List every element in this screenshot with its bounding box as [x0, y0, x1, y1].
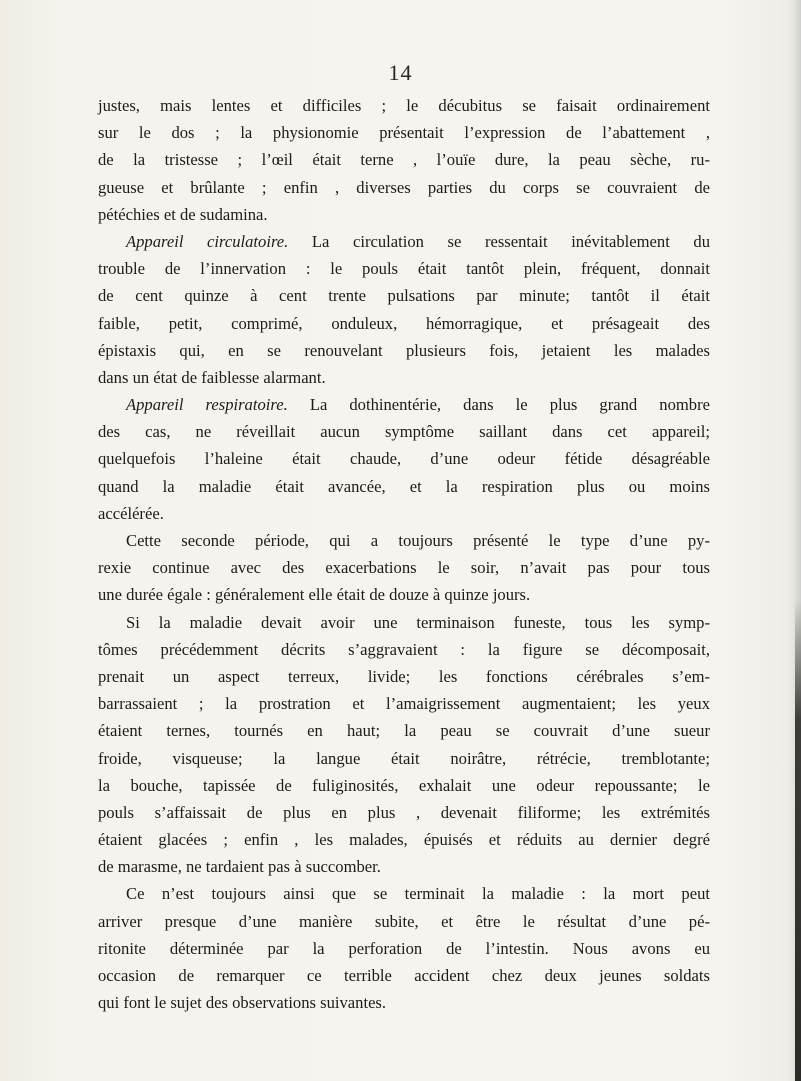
text-line [98, 228, 710, 255]
text-line: trouble de l’innervation : le pouls était tantôt plein, fréquent, donnait [98, 259, 710, 279]
text-line: de marasme, ne tardaient pas à succomber. [98, 857, 381, 877]
text-line: épistaxis qui, en se renouvelant plusieurs fois, jetaient les malades [98, 340, 710, 360]
text-line: rexie continue avec des exacerbations le soir, n’avait pas pour tous [98, 558, 710, 578]
text-line: Cette seconde période, qui a toujours présenté le type d’une py- [126, 531, 710, 550]
text-line: quand la maladie était avancée, et la respiration plus ou moins [98, 476, 710, 496]
section-heading-respiratoire: Appareil respiratoire. [126, 395, 288, 415]
text-line: tômes précédemment décrits s’aggravaient : la figure se décomposait, [98, 639, 710, 659]
text-line: faible, petit, comprimé, onduleux, hémorragique, et présageait des [98, 313, 710, 333]
body-text [98, 92, 710, 1016]
text-line: prenait un aspect terreux, livide; les fonctions cérébrales s’em- [98, 666, 710, 686]
text-line: gueuse et brûlante ; enfin , diverses parties du corps se couvraient de [98, 177, 710, 197]
text-line: une durée égale : généralement elle était de douze à quinze jours. [98, 585, 531, 605]
text-line: étaient ternes, tournés en haut; la peau se couvrait d’une sueur [98, 721, 710, 741]
text-line: pouls s’affaissait de plus en plus , devenait filiforme; les extrémités [98, 802, 710, 822]
text-line: ritonite déterminée par la perforation de l’intestin. Nous avons eu [98, 938, 710, 958]
text-line: Ce n’est toujours ainsi que se terminait la maladie : la mort peut [126, 884, 710, 904]
text-line: accélérée. [98, 503, 164, 523]
text-line: qui font le sujet des observations suivantes. [98, 993, 387, 1013]
text-line-content: La dothinentérie, dans le plus grand nombre [309, 395, 710, 415]
text-line: froide, visqueuse; la langue était noirâtre, rétrécie, tremblotante; [98, 748, 710, 768]
text-line: barrassaient ; la prostration et l’amaigrissement augmentaient; les yeux [98, 694, 710, 714]
text-line: justes, mais lentes et difficiles ; le décubitus se faisait ordinairement [98, 96, 710, 115]
text-line: de cent quinze à cent trente pulsations par minute; tantôt il était [98, 286, 710, 306]
page-edge-binding [795, 600, 801, 1081]
text-line: la bouche, tapissée de fuliginosités, exhalait une odeur repoussante; le [98, 775, 710, 795]
text-line: pétéchies et de sudamina. [98, 204, 268, 224]
text-line: sur le dos ; la physionomie présentait l’expression de l’abattement , [98, 123, 710, 143]
section-heading-circulatoire: Appareil circulatoire. [126, 231, 289, 251]
text-line: Si la maladie devait avoir une terminaison funeste, tous les symp- [126, 612, 710, 632]
text-line: quelquefois l’haleine était chaude, d’une odeur fétide désagréable [98, 449, 710, 469]
text-line: occasion de remarquer ce terrible accident chez deux jeunes soldats [98, 966, 710, 985]
text-line-content: La circulation se ressentait inévitablement du [311, 231, 710, 251]
text-line [98, 391, 710, 418]
text-line: de la tristesse ; l’œil était terne , l’ouïe dure, la peau sèche, ru- [98, 150, 710, 170]
text-line: arriver presque d’une manière subite, et être le résultat d’une pé- [98, 911, 710, 931]
text-line: des cas, ne réveillait aucun symptôme saillant dans cet appareil; [98, 422, 710, 442]
text-line: dans un état de faiblesse alarmant. [98, 367, 326, 387]
page-number: 14 [388, 60, 413, 85]
text-line: étaient glacées ; enfin , les malades, épuisés et réduits au dernier degré [98, 830, 710, 850]
